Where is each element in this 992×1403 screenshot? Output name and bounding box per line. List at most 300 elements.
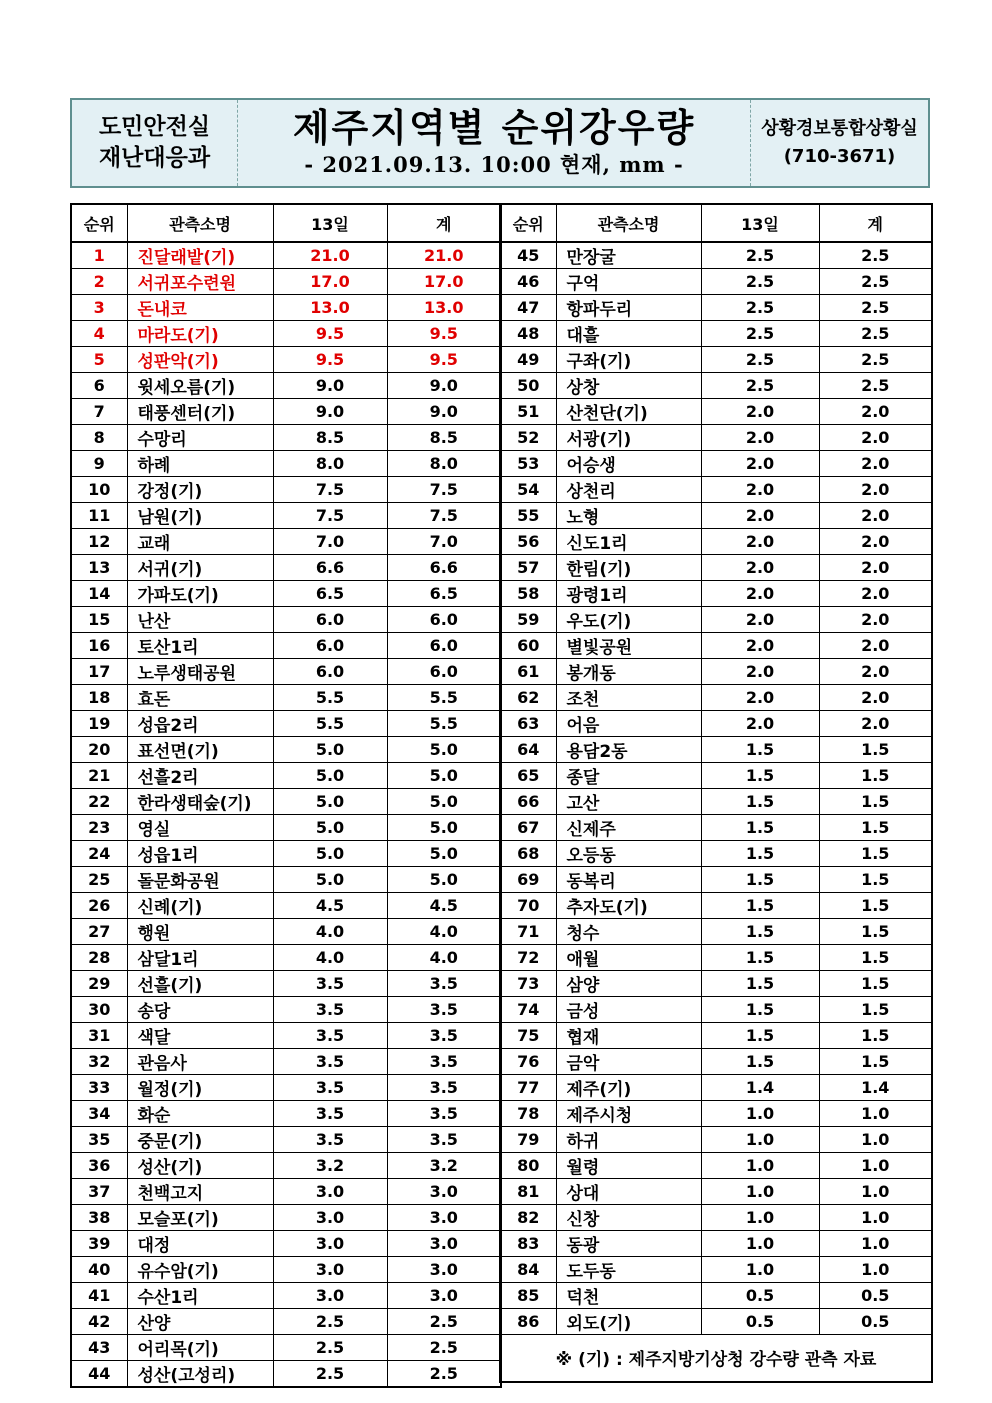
station-name-cell: 하례 [127,451,273,477]
station-name-cell: 수망리 [127,425,273,451]
table-row [71,1283,501,1309]
rank-cell: 6 [71,373,127,399]
station-name-cell: 대흘 [556,321,701,347]
station-name-cell: 수산1리 [127,1283,273,1309]
day-rainfall-cell: 9.5 [273,347,387,373]
station-name-cell: 행원 [127,919,273,945]
total-rainfall-cell: 9.5 [387,321,501,347]
column-day: 13일 [273,204,387,242]
total-rainfall-cell: 3.5 [387,1049,501,1075]
day-rainfall-cell: 3.0 [273,1257,387,1283]
table-row [500,1205,932,1231]
day-rainfall-cell: 1.5 [701,971,819,997]
day-rainfall-cell: 5.5 [273,685,387,711]
rank-cell: 51 [500,399,556,425]
office-box [750,100,928,186]
total-rainfall-cell: 6.0 [387,659,501,685]
station-name-cell: 진달래밭(기) [127,242,273,269]
table-row [500,867,932,893]
total-rainfall-cell: 9.5 [387,347,501,373]
station-name-cell: 협재 [556,1023,701,1049]
total-rainfall-cell: 1.5 [819,737,932,763]
rank-cell: 80 [500,1153,556,1179]
rank-cell: 75 [500,1023,556,1049]
rank-cell: 49 [500,347,556,373]
station-name-cell: 동복리 [556,867,701,893]
day-rainfall-cell: 3.5 [273,971,387,997]
total-rainfall-cell: 2.5 [387,1309,501,1335]
rank-cell: 39 [71,1231,127,1257]
day-rainfall-cell: 1.5 [701,841,819,867]
rank-cell: 52 [500,425,556,451]
rank-cell: 24 [71,841,127,867]
day-rainfall-cell: 4.0 [273,945,387,971]
station-name-cell: 윗세오름(기) [127,373,273,399]
station-name-cell: 토산1리 [127,633,273,659]
table-header-row [500,204,932,242]
rank-cell: 38 [71,1205,127,1231]
rank-cell: 67 [500,815,556,841]
table-row [500,1179,932,1205]
station-name-cell: 제주(기) [556,1075,701,1101]
rank-cell: 40 [71,1257,127,1283]
day-rainfall-cell: 5.0 [273,815,387,841]
rainfall-table-left [70,203,502,1388]
day-rainfall-cell: 2.0 [701,529,819,555]
total-rainfall-cell: 4.0 [387,945,501,971]
rank-cell: 81 [500,1179,556,1205]
day-rainfall-cell: 1.0 [701,1179,819,1205]
rank-cell: 73 [500,971,556,997]
total-rainfall-cell: 3.0 [387,1179,501,1205]
table-row [500,425,932,451]
station-name-cell: 마라도(기) [127,321,273,347]
total-rainfall-cell: 3.0 [387,1257,501,1283]
table-row [500,1257,932,1283]
rainfall-table-right [499,203,933,1383]
rank-cell: 57 [500,555,556,581]
rank-cell: 22 [71,789,127,815]
day-rainfall-cell: 3.5 [273,1127,387,1153]
table-row [500,1075,932,1101]
table-row [71,945,501,971]
total-rainfall-cell: 2.0 [819,711,932,737]
table-row [71,919,501,945]
rank-cell: 42 [71,1309,127,1335]
table-row [71,269,501,295]
day-rainfall-cell: 1.0 [701,1153,819,1179]
table-row [500,295,932,321]
rank-cell: 50 [500,373,556,399]
day-rainfall-cell: 1.5 [701,763,819,789]
total-rainfall-cell: 2.0 [819,659,932,685]
total-rainfall-cell: 1.5 [819,1023,932,1049]
rank-cell: 14 [71,581,127,607]
rank-cell: 9 [71,451,127,477]
total-rainfall-cell: 2.5 [387,1361,501,1388]
day-rainfall-cell: 2.0 [701,425,819,451]
department-box [72,100,238,186]
total-rainfall-cell: 3.0 [387,1205,501,1231]
station-name-cell: 용담2동 [556,737,701,763]
table-row [71,477,501,503]
total-rainfall-cell: 6.6 [387,555,501,581]
total-rainfall-cell: 2.0 [819,607,932,633]
table-row [71,1127,501,1153]
total-rainfall-cell: 1.5 [819,789,932,815]
day-rainfall-cell: 8.0 [273,451,387,477]
total-rainfall-cell: 21.0 [387,242,501,269]
day-rainfall-cell: 0.5 [701,1309,819,1335]
table-row [500,815,932,841]
rank-cell: 68 [500,841,556,867]
rank-cell: 61 [500,659,556,685]
station-name-cell: 성읍2리 [127,711,273,737]
day-rainfall-cell: 3.5 [273,1075,387,1101]
day-rainfall-cell: 21.0 [273,242,387,269]
day-rainfall-cell: 3.0 [273,1231,387,1257]
total-rainfall-cell: 5.0 [387,867,501,893]
station-name-cell: 어음 [556,711,701,737]
table-body-right [500,242,932,1335]
total-rainfall-cell: 1.5 [819,763,932,789]
total-rainfall-cell: 3.5 [387,1075,501,1101]
day-rainfall-cell: 1.5 [701,893,819,919]
rank-cell: 77 [500,1075,556,1101]
total-rainfall-cell: 1.5 [819,867,932,893]
total-rainfall-cell: 5.0 [387,815,501,841]
total-rainfall-cell: 1.5 [819,997,932,1023]
station-name-cell: 구좌(기) [556,347,701,373]
station-name-cell: 추자도(기) [556,893,701,919]
table-row [500,659,932,685]
day-rainfall-cell: 5.0 [273,867,387,893]
station-name-cell: 성읍1리 [127,841,273,867]
day-rainfall-cell: 2.5 [273,1335,387,1361]
rank-cell: 36 [71,1153,127,1179]
station-name-cell: 노형 [556,503,701,529]
day-rainfall-cell: 9.0 [273,373,387,399]
table-row [500,555,932,581]
day-rainfall-cell: 2.0 [701,477,819,503]
station-name-cell: 상천리 [556,477,701,503]
day-rainfall-cell: 5.0 [273,789,387,815]
table-row [500,1101,932,1127]
table-row [71,659,501,685]
day-rainfall-cell: 9.5 [273,321,387,347]
station-name-cell: 성판악(기) [127,347,273,373]
source-note: ※ (기) : 제주지방기상청 강수량 관측 자료 [500,1335,932,1382]
total-rainfall-cell: 3.2 [387,1153,501,1179]
table-row [500,789,932,815]
total-rainfall-cell: 2.5 [387,1335,501,1361]
station-name-cell: 효돈 [127,685,273,711]
station-name-cell: 유수암(기) [127,1257,273,1283]
day-rainfall-cell: 2.0 [701,659,819,685]
total-rainfall-cell: 8.5 [387,425,501,451]
rank-cell: 46 [500,269,556,295]
day-rainfall-cell: 1.5 [701,789,819,815]
table-row [500,1023,932,1049]
station-name-cell: 삼달1리 [127,945,273,971]
station-name-cell: 신제주 [556,815,701,841]
total-rainfall-cell: 6.5 [387,581,501,607]
station-name-cell: 신창 [556,1205,701,1231]
total-rainfall-cell: 1.5 [819,919,932,945]
day-rainfall-cell: 2.0 [701,633,819,659]
total-rainfall-cell: 2.0 [819,477,932,503]
day-rainfall-cell: 1.4 [701,1075,819,1101]
rank-cell: 28 [71,945,127,971]
station-name-cell: 돈내코 [127,295,273,321]
table-row [71,1257,501,1283]
table-row [500,997,932,1023]
total-rainfall-cell: 5.0 [387,789,501,815]
table-row [71,893,501,919]
rank-cell: 12 [71,529,127,555]
total-rainfall-cell: 2.5 [819,269,932,295]
total-rainfall-cell: 7.5 [387,503,501,529]
station-name-cell: 만장굴 [556,242,701,269]
table-row [71,1075,501,1101]
rank-cell: 43 [71,1335,127,1361]
day-rainfall-cell: 4.5 [273,893,387,919]
column-rank: 순위 [500,204,556,242]
total-rainfall-cell: 1.5 [819,815,932,841]
table-row [500,503,932,529]
rank-cell: 65 [500,763,556,789]
station-name-cell: 상창 [556,373,701,399]
day-rainfall-cell: 1.5 [701,1049,819,1075]
rank-cell: 86 [500,1309,556,1335]
day-rainfall-cell: 1.5 [701,867,819,893]
station-name-cell: 월령 [556,1153,701,1179]
column-total: 계 [819,204,932,242]
day-rainfall-cell: 2.5 [701,269,819,295]
day-rainfall-cell: 5.0 [273,841,387,867]
total-rainfall-cell: 17.0 [387,269,501,295]
total-rainfall-cell: 1.5 [819,893,932,919]
day-rainfall-cell: 6.6 [273,555,387,581]
rank-cell: 11 [71,503,127,529]
rank-cell: 15 [71,607,127,633]
station-name-cell: 신도1리 [556,529,701,555]
station-name-cell: 산천단(기) [556,399,701,425]
day-rainfall-cell: 6.0 [273,633,387,659]
table-row [71,685,501,711]
total-rainfall-cell: 3.5 [387,997,501,1023]
station-name-cell: 항파두리 [556,295,701,321]
total-rainfall-cell: 3.5 [387,1023,501,1049]
table-row [500,737,932,763]
total-rainfall-cell: 0.5 [819,1283,932,1309]
day-rainfall-cell: 2.5 [701,242,819,269]
station-name-cell: 교래 [127,529,273,555]
station-name-cell: 어승생 [556,451,701,477]
rank-cell: 41 [71,1283,127,1309]
day-rainfall-cell: 3.0 [273,1179,387,1205]
total-rainfall-cell: 2.0 [819,503,932,529]
rank-cell: 69 [500,867,556,893]
rank-cell: 85 [500,1283,556,1309]
report-header [70,98,930,188]
total-rainfall-cell: 6.0 [387,633,501,659]
table-row [500,269,932,295]
station-name-cell: 성산(고성리) [127,1361,273,1388]
table-row [71,841,501,867]
station-name-cell: 성산(기) [127,1153,273,1179]
note-row [500,1335,932,1382]
rank-cell: 63 [500,711,556,737]
rank-cell: 66 [500,789,556,815]
total-rainfall-cell: 1.5 [819,945,932,971]
rank-cell: 44 [71,1361,127,1388]
station-name-cell: 봉개동 [556,659,701,685]
station-name-cell: 하귀 [556,1127,701,1153]
table-row [71,971,501,997]
rank-cell: 20 [71,737,127,763]
rank-cell: 62 [500,685,556,711]
day-rainfall-cell: 1.0 [701,1101,819,1127]
total-rainfall-cell: 8.0 [387,451,501,477]
station-name-cell: 색달 [127,1023,273,1049]
total-rainfall-cell: 2.5 [819,347,932,373]
total-rainfall-cell: 5.5 [387,685,501,711]
total-rainfall-cell: 3.5 [387,1101,501,1127]
day-rainfall-cell: 1.0 [701,1231,819,1257]
rank-cell: 58 [500,581,556,607]
table-row [71,1231,501,1257]
rank-cell: 35 [71,1127,127,1153]
total-rainfall-cell: 1.0 [819,1153,932,1179]
table-row [500,763,932,789]
table-row [71,425,501,451]
rank-cell: 72 [500,945,556,971]
station-name-cell: 금성 [556,997,701,1023]
day-rainfall-cell: 6.0 [273,607,387,633]
total-rainfall-cell: 1.5 [819,1049,932,1075]
total-rainfall-cell: 2.0 [819,555,932,581]
table-row [500,841,932,867]
station-name-cell: 중문(기) [127,1127,273,1153]
rank-cell: 64 [500,737,556,763]
day-rainfall-cell: 2.5 [701,347,819,373]
column-station: 관측소명 [127,204,273,242]
table-row [71,711,501,737]
rank-cell: 19 [71,711,127,737]
rank-cell: 8 [71,425,127,451]
day-rainfall-cell: 3.5 [273,997,387,1023]
rank-cell: 83 [500,1231,556,1257]
day-rainfall-cell: 2.5 [273,1309,387,1335]
table-row [71,1179,501,1205]
table-row [71,633,501,659]
total-rainfall-cell: 1.0 [819,1257,932,1283]
rank-cell: 47 [500,295,556,321]
total-rainfall-cell: 3.5 [387,971,501,997]
station-name-cell: 돌문화공원 [127,867,273,893]
page-subtitle: - 2021.09.13. 10:00 현재, mm - [304,152,684,177]
rank-cell: 25 [71,867,127,893]
station-name-cell: 덕천 [556,1283,701,1309]
total-rainfall-cell: 5.0 [387,841,501,867]
department-line-2: 재난대응과 [98,145,211,171]
table-row [71,295,501,321]
day-rainfall-cell: 1.0 [701,1205,819,1231]
rank-cell: 33 [71,1075,127,1101]
day-rainfall-cell: 1.5 [701,945,819,971]
table-row [71,1309,501,1335]
total-rainfall-cell: 2.0 [819,399,932,425]
day-rainfall-cell: 2.0 [701,555,819,581]
office-phone: (710-3671) [783,146,896,167]
table-row [500,1153,932,1179]
day-rainfall-cell: 13.0 [273,295,387,321]
total-rainfall-cell: 1.4 [819,1075,932,1101]
station-name-cell: 남원(기) [127,503,273,529]
table-row [71,1101,501,1127]
table-row [71,997,501,1023]
station-name-cell: 서광(기) [556,425,701,451]
rank-cell: 2 [71,269,127,295]
station-name-cell: 난산 [127,607,273,633]
day-rainfall-cell: 7.0 [273,529,387,555]
station-name-cell: 한라생태숲(기) [127,789,273,815]
station-name-cell: 가파도(기) [127,581,273,607]
day-rainfall-cell: 7.5 [273,477,387,503]
station-name-cell: 표선면(기) [127,737,273,763]
table-row [500,373,932,399]
title-box [238,100,750,186]
day-rainfall-cell: 7.5 [273,503,387,529]
total-rainfall-cell: 2.0 [819,633,932,659]
rank-cell: 48 [500,321,556,347]
table-row [71,451,501,477]
station-name-cell: 고산 [556,789,701,815]
total-rainfall-cell: 1.5 [819,971,932,997]
rank-cell: 76 [500,1049,556,1075]
rank-cell: 55 [500,503,556,529]
station-name-cell: 삼양 [556,971,701,997]
day-rainfall-cell: 1.5 [701,919,819,945]
rank-cell: 59 [500,607,556,633]
station-name-cell: 서귀포수련원 [127,269,273,295]
station-name-cell: 동광 [556,1231,701,1257]
station-name-cell: 외도(기) [556,1309,701,1335]
total-rainfall-cell: 1.5 [819,841,932,867]
table-row [71,737,501,763]
rank-cell: 23 [71,815,127,841]
day-rainfall-cell: 2.0 [701,399,819,425]
station-name-cell: 별빛공원 [556,633,701,659]
table-row [500,685,932,711]
day-rainfall-cell: 6.0 [273,659,387,685]
total-rainfall-cell: 7.0 [387,529,501,555]
table-row [71,789,501,815]
rank-cell: 37 [71,1179,127,1205]
day-rainfall-cell: 17.0 [273,269,387,295]
table-row [71,373,501,399]
table-row [500,399,932,425]
table-row [71,555,501,581]
station-name-cell: 신례(기) [127,893,273,919]
column-total: 계 [387,204,501,242]
day-rainfall-cell: 2.5 [701,295,819,321]
station-name-cell: 청수 [556,919,701,945]
station-name-cell: 영실 [127,815,273,841]
total-rainfall-cell: 5.0 [387,737,501,763]
rank-cell: 13 [71,555,127,581]
